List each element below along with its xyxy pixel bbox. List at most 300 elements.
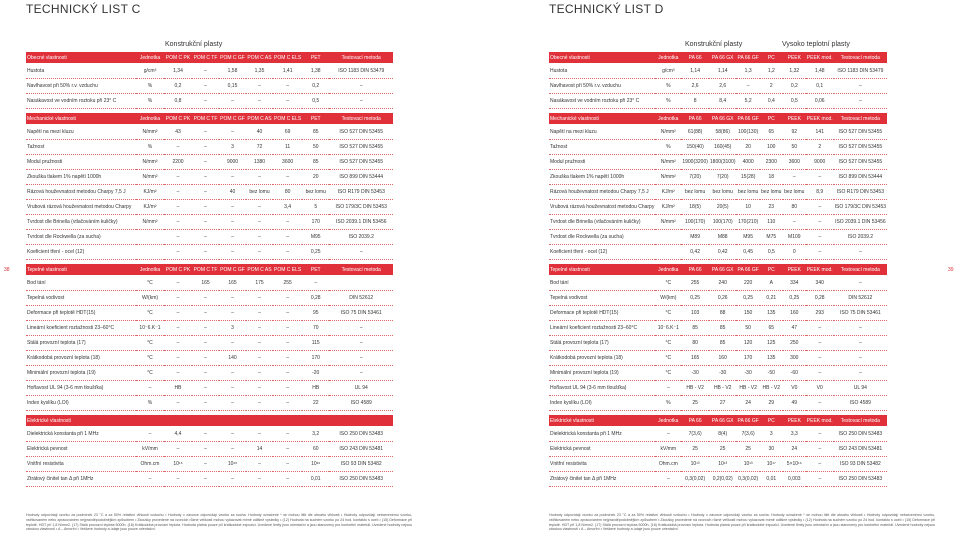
table-row	[549, 215, 887, 230]
value-cell: –	[192, 64, 219, 79]
test-method-cell: –	[834, 94, 887, 109]
value-cell: 135	[760, 306, 783, 321]
column-header: PEEK mod.	[806, 264, 834, 276]
value-cell: –	[246, 170, 273, 185]
value-cell: 5	[302, 200, 329, 215]
property-label: Dielektrická konstanta při 1 MHz	[549, 427, 655, 442]
value-cell: 20(5)	[709, 200, 737, 215]
table-row	[549, 245, 887, 260]
value-cell: 10¹⁶	[302, 457, 329, 472]
value-cell: 8	[681, 94, 709, 109]
value-cell: –	[246, 336, 273, 351]
table-row	[549, 442, 887, 457]
value-cell: –	[192, 215, 219, 230]
value-cell: 9000	[219, 155, 246, 170]
value-cell: –	[192, 457, 219, 472]
value-cell: –	[219, 291, 246, 306]
table-row	[26, 427, 393, 442]
table-row	[26, 245, 393, 260]
property-label: Lineární koeficient roztažnosti 23–60°C	[549, 321, 655, 336]
value-cell: –	[219, 381, 246, 396]
value-cell: 175	[246, 276, 273, 291]
table-row	[549, 381, 887, 396]
footnote: Hodnoty odpovídají vzorku za podmínek 23 °C a za 50% relativní vlhkosti vzduchu • Hodnoty v závorce odpovídají vzorku za sucha. Hodnoty označené * se mohou lišit dle obsahu vlhkosti • Hodnoty odpovídají nebarvenému vzorku, vstřikovaném nebo zpracovaném nejpravděpodobnějším způsobem • Zkoušky provedené na vzorcích různé velikosti mohou vykazovat mírně odlišné výsledky • (12) Hodnota na suchém vzorku po 24 hod. kontaktu s ocelí • (15) Deformace při teplotě. HDT při 1,8 N/mm2. (17) Stálá provozní teplota 5000h. (18) Krátkodobá provozní teplota. Hodnota platná pouze při krátkodobé expozici. Uvedené limity jsou orientační a jsou stanoveny pro konkrétní materiál. Uvedené hodnoty nejsou zárukou vlastností • A – Amorfní • Veškeré hodnoty a údaje jsou pouze orientační.	[549, 513, 935, 532]
property-label: Elektrická pevnost	[549, 442, 655, 457]
property-label: Bod tání	[549, 276, 655, 291]
value-cell: –	[246, 366, 273, 381]
column-header: Jednotka	[136, 52, 164, 64]
value-cell: –	[806, 321, 834, 336]
value-cell: 2	[806, 140, 834, 155]
column-header: PA 66	[681, 52, 709, 64]
table-row	[26, 291, 393, 306]
value-cell: 135	[760, 351, 783, 366]
unit-cell: °C	[136, 306, 164, 321]
value-cell: –	[192, 396, 219, 411]
value-cell: 9000	[806, 155, 834, 170]
table-row	[549, 366, 887, 381]
unit-cell: –	[655, 381, 681, 396]
property-label: Tepelná vodivost	[26, 291, 136, 306]
value-cell: 92	[783, 125, 806, 140]
value-cell: 10¹⁶	[164, 457, 192, 472]
unit-cell: °C	[655, 336, 681, 351]
value-cell: 3600	[273, 155, 302, 170]
test-method-cell: –	[834, 351, 887, 366]
section-title: Mechanické vlastnosti	[26, 113, 136, 125]
value-cell: 1,3	[736, 64, 759, 79]
value-cell: 0,06	[806, 94, 834, 109]
value-cell: 0,003	[783, 472, 806, 487]
column-header: POM C TF	[192, 264, 219, 276]
value-cell: 24	[736, 396, 759, 411]
property-label: Tažnost	[549, 140, 655, 155]
value-cell: 10¹³	[736, 457, 759, 472]
value-cell: 2,6	[709, 79, 737, 94]
value-cell: -20	[302, 366, 329, 381]
column-header: PA 66	[681, 264, 709, 276]
column-header	[192, 415, 219, 427]
value-cell: 80	[783, 200, 806, 215]
unit-cell: –	[136, 427, 164, 442]
value-cell: –	[164, 321, 192, 336]
table-row	[26, 79, 393, 94]
value-cell: –	[164, 291, 192, 306]
property-label: Ztrátový činitel tan Δ při 1MHz	[549, 472, 655, 487]
value-cell: 0,2(0,02)	[709, 472, 737, 487]
unit-cell: N/mm²	[136, 170, 164, 185]
test-method-cell: –	[834, 366, 887, 381]
unit-cell: %	[136, 396, 164, 411]
value-cell: –	[273, 215, 302, 230]
value-cell: –	[192, 200, 219, 215]
property-label: Navlhavost při 50% r.v. vzduchu	[26, 79, 136, 94]
test-method-cell: ISO 2039.2	[329, 230, 393, 245]
value-cell: –	[273, 366, 302, 381]
table-row	[549, 336, 887, 351]
value-cell: –	[164, 170, 192, 185]
test-method-cell: UL 94	[834, 381, 887, 396]
table-row	[26, 306, 393, 321]
test-method-cell: ISO 243 DIN 53481	[329, 442, 393, 457]
table-row	[549, 396, 887, 411]
value-cell: bez lomu	[736, 185, 759, 200]
test-method-cell: DIN 52612	[329, 291, 393, 306]
section-title: Obecné vlastnosti	[549, 52, 655, 64]
value-cell: 170	[302, 215, 329, 230]
value-cell: –	[273, 321, 302, 336]
value-cell: 110	[760, 215, 783, 230]
value-cell: 1,48	[806, 64, 834, 79]
value-cell: –	[219, 230, 246, 245]
test-method-cell: ISO 75 DIN 53461	[329, 306, 393, 321]
value-cell: 25	[736, 442, 759, 457]
value-cell: 0,25	[736, 291, 759, 306]
value-cell: –	[219, 125, 246, 140]
value-cell: 3600	[783, 155, 806, 170]
unit-cell: 10⁻6.K⁻1	[136, 321, 164, 336]
property-label: Hustota	[26, 64, 136, 79]
property-label: Tvrdost dle Brinella (vtlačováním kuličky)	[549, 215, 655, 230]
unit-cell: g/cm³	[655, 64, 681, 79]
value-cell: –	[219, 306, 246, 321]
value-cell: –	[192, 245, 219, 260]
column-header: PA 66 GX	[709, 415, 737, 427]
property-label: Navlhavost při 50% r.v. vzduchu	[549, 79, 655, 94]
value-cell: 0,28	[806, 291, 834, 306]
test-method-cell: ISO 2039.2	[834, 230, 887, 245]
property-label: Vnitřní resistivita	[549, 457, 655, 472]
unit-cell: Ohm.cm	[136, 457, 164, 472]
table-row	[549, 321, 887, 336]
value-cell: 85	[681, 321, 709, 336]
value-cell: –	[806, 336, 834, 351]
value-cell: 340	[806, 276, 834, 291]
column-header: POM C ELS	[273, 52, 302, 64]
value-cell: 85	[302, 125, 329, 140]
column-header: POM C AS	[246, 264, 273, 276]
value-cell: 80	[273, 185, 302, 200]
test-method-cell: –	[329, 336, 393, 351]
unit-cell: %	[136, 140, 164, 155]
table-row	[549, 472, 887, 487]
value-cell: –	[273, 170, 302, 185]
value-cell: –	[246, 457, 273, 472]
value-cell: 2200	[164, 155, 192, 170]
unit-cell: °C	[655, 306, 681, 321]
value-cell: 334	[783, 276, 806, 291]
value-cell: –	[192, 155, 219, 170]
column-header: PEEK mod.	[806, 113, 834, 125]
value-cell: –	[164, 442, 192, 457]
value-cell: 250	[783, 336, 806, 351]
value-cell: –	[192, 94, 219, 109]
property-label: Stálá provozní teplota (17)	[549, 336, 655, 351]
sheet-title: TECHNICKÝ LIST D	[549, 2, 664, 16]
test-method-cell: –	[834, 321, 887, 336]
unit-cell: °C	[136, 276, 164, 291]
value-cell: 1,32	[783, 64, 806, 79]
table-row	[26, 472, 393, 487]
value-cell: –	[192, 125, 219, 140]
column-header: PEEK mod.	[806, 52, 834, 64]
unit-cell: %	[655, 94, 681, 109]
test-method-cell: ISO 527 DIN 53455	[834, 155, 887, 170]
property-label: Tažnost	[26, 140, 136, 155]
unit-cell: W/(km)	[655, 291, 681, 306]
value-cell: M88	[709, 230, 737, 245]
value-cell: –	[164, 351, 192, 366]
page-number-left: 38	[4, 267, 10, 273]
unit-cell: %	[136, 79, 164, 94]
column-header: POM C TF	[192, 52, 219, 64]
value-cell: 0,42	[709, 245, 737, 260]
value-cell: M95	[736, 230, 759, 245]
property-label: Napětí na mezi kluzu	[549, 125, 655, 140]
unit-cell: N/mm²	[655, 215, 681, 230]
unit-cell: 10⁻6.K⁻1	[655, 321, 681, 336]
value-cell: 165	[192, 276, 219, 291]
table-row	[549, 140, 887, 155]
value-cell: -30	[681, 366, 709, 381]
value-cell: -60	[783, 366, 806, 381]
test-method-cell: ISO 2039.1 DIN 53456	[834, 215, 887, 230]
table-row	[549, 457, 887, 472]
property-label: Krátkodobá provozní teplota (18)	[26, 351, 136, 366]
value-cell: 0,2	[164, 79, 192, 94]
value-cell: 293	[806, 306, 834, 321]
test-method-cell: ISO 250 DIN 53483	[329, 427, 393, 442]
value-cell: –	[246, 200, 273, 215]
test-method-cell: ISO 1183 DIN 53479	[329, 64, 393, 79]
property-label: Zkouška tlakem 1% napětí 1000h	[549, 170, 655, 185]
column-header: PET	[302, 52, 329, 64]
value-cell: –	[302, 276, 329, 291]
value-cell: –	[192, 185, 219, 200]
test-method-cell: ISO 75 DIN 53461	[834, 306, 887, 321]
section-title: Elektrické vlastnosti	[26, 415, 136, 427]
unit-cell: KJ/m²	[136, 185, 164, 200]
column-header: Testovací metoda	[834, 52, 887, 64]
property-label: Napětí na mezi kluzu	[26, 125, 136, 140]
value-cell: 0,3(0,02)	[681, 472, 709, 487]
value-cell: 170	[736, 351, 759, 366]
value-cell: –	[273, 79, 302, 94]
sheet-title: TECHNICKÝ LIST C	[26, 2, 141, 16]
unit-cell: kV/mm	[136, 442, 164, 457]
value-cell: 65	[760, 321, 783, 336]
value-cell: –	[192, 291, 219, 306]
value-cell: –	[192, 306, 219, 321]
table-row	[549, 155, 887, 170]
unit-cell: Ohm.cm	[655, 457, 681, 472]
test-method-cell: –	[329, 366, 393, 381]
table-row	[26, 396, 393, 411]
property-label: Vrubová rázová houževnatost metodou Charpy	[549, 200, 655, 215]
value-cell: 0,25	[302, 245, 329, 260]
table-row	[26, 442, 393, 457]
table-row	[26, 230, 393, 245]
property-label: Deformace při teplotě HDT(15)	[26, 306, 136, 321]
value-cell: 1,34	[164, 64, 192, 79]
value-cell: 0,2	[783, 79, 806, 94]
test-method-cell: ISO 899 DIN 53444	[834, 170, 887, 185]
value-cell: –	[192, 427, 219, 442]
value-cell: 50	[302, 140, 329, 155]
value-cell: 0,4	[760, 94, 783, 109]
value-cell: –	[219, 472, 246, 487]
value-cell: 103	[681, 306, 709, 321]
property-label: Vrubová rázová houževnatost metodou Charpy	[26, 200, 136, 215]
property-label: Ztrátový činitel tan Δ při 1MHz	[26, 472, 136, 487]
value-cell: M89	[681, 230, 709, 245]
value-cell: –	[806, 442, 834, 457]
value-cell: –	[164, 215, 192, 230]
value-cell: –	[273, 457, 302, 472]
value-cell: 1380	[246, 155, 273, 170]
table-row	[26, 351, 393, 366]
value-cell: 1900(3200)	[681, 155, 709, 170]
test-method-cell: –	[834, 245, 887, 260]
test-method-cell: –	[834, 79, 887, 94]
value-cell: –	[192, 79, 219, 94]
value-cell: –	[273, 396, 302, 411]
value-cell: 0,5	[783, 94, 806, 109]
value-cell: 170(210)	[736, 215, 759, 230]
value-cell: -30	[709, 366, 737, 381]
value-cell: 140	[219, 351, 246, 366]
table-row	[549, 306, 887, 321]
value-cell: –	[219, 170, 246, 185]
value-cell: 7(3,6)	[736, 427, 759, 442]
table-row	[549, 427, 887, 442]
column-header: POM C PK	[164, 113, 192, 125]
value-cell: –	[246, 230, 273, 245]
value-cell: –	[806, 366, 834, 381]
value-cell: 165	[219, 276, 246, 291]
value-cell: 22	[302, 396, 329, 411]
value-cell: 160	[783, 306, 806, 321]
table-row	[26, 381, 393, 396]
table-row	[26, 321, 393, 336]
test-method-cell: ISO 527 DIN 53455	[329, 140, 393, 155]
value-cell: 30	[760, 442, 783, 457]
column-header	[246, 415, 273, 427]
value-cell: 120	[736, 336, 759, 351]
value-cell: 49	[783, 396, 806, 411]
column-header: PET	[302, 264, 329, 276]
value-cell: 0,1	[806, 79, 834, 94]
value-cell: –	[273, 472, 302, 487]
value-cell: –	[192, 366, 219, 381]
value-cell: 95	[302, 306, 329, 321]
test-method-cell: ISO 1183 DIN 53479	[834, 64, 887, 79]
value-cell: 1,35	[246, 64, 273, 79]
value-cell: –	[273, 94, 302, 109]
value-cell: –	[273, 230, 302, 245]
value-cell: 160(45)	[709, 140, 737, 155]
value-cell: 7(3,6)	[681, 427, 709, 442]
test-method-cell: ISO 4589	[834, 396, 887, 411]
value-cell: HB - V2	[760, 381, 783, 396]
value-cell: 165	[681, 351, 709, 366]
test-method-cell: ISO 2039.1 DIN 53456	[329, 215, 393, 230]
unit-cell: %	[655, 79, 681, 94]
value-cell: 255	[273, 276, 302, 291]
value-cell: –	[192, 140, 219, 155]
value-cell: –	[806, 472, 834, 487]
column-header: Testovací metoda	[329, 264, 393, 276]
value-cell: –	[164, 200, 192, 215]
table-row	[549, 170, 887, 185]
table-row	[549, 230, 887, 245]
value-cell: 20	[302, 170, 329, 185]
value-cell: –	[192, 442, 219, 457]
value-cell: bez lomu	[302, 185, 329, 200]
value-cell: 4,4	[164, 427, 192, 442]
unit-cell: °C	[136, 336, 164, 351]
value-cell: 88	[709, 306, 737, 321]
value-cell: 2	[760, 79, 783, 94]
value-cell: 50	[783, 140, 806, 155]
test-method-cell: ISO 250 DIN 53483	[834, 472, 887, 487]
property-label: Hořlavost UL 94 (3-6 mm tloušťka)	[26, 381, 136, 396]
value-cell: 50	[736, 321, 759, 336]
value-cell: 0,21	[760, 291, 783, 306]
value-cell: 58(86)	[709, 125, 737, 140]
unit-cell	[655, 245, 681, 260]
value-cell: -30	[736, 366, 759, 381]
value-cell: bez lomu	[681, 185, 709, 200]
value-cell: 70	[302, 321, 329, 336]
property-label: Krátkodobá provozní teplota (18)	[549, 351, 655, 366]
column-header: PEEK	[783, 52, 806, 64]
property-label: Elektrická pevnost	[26, 442, 136, 457]
footnote: Hodnoty odpovídají vzorku za podmínek 23 °C a za 50% relativní vlhkosti vzduchu • Hodnoty v závorce odpovídají vzorku za sucha. Hodnoty označené * se mohou lišit dle obsahu vlhkosti • Hodnoty odpovídají nebarvenému vzorku, vstřikovaném nebo zpracovaném nejpravděpodobnějším způsobem • Zkoušky provedené na vzorcích různé velikosti mohou vykazovat mírně odlišné výsledky • (12) Hodnota na suchém vzorku po 24 hod. kontaktu s ocelí • (15) Deformace při teplotě. HDT při 1,8 N/mm2. (17) Stálá provozní teplota 5000h. (18) Krátkodobá provozní teplota. Hodnota platná pouze při krátkodobé expozici. Uvedené limity jsou orientační a jsou stanoveny pro konkrétní materiál. Uvedené hodnoty nejsou zárukou vlastností • A – Amorfní • Veškeré hodnoty a údaje jsou pouze orientační.	[26, 513, 412, 532]
value-cell: 100	[760, 140, 783, 155]
value-cell: 1,14	[681, 64, 709, 79]
value-cell: 1,58	[219, 64, 246, 79]
value-cell: –	[219, 396, 246, 411]
value-cell: 20	[736, 140, 759, 155]
column-header: POM C AS	[246, 113, 273, 125]
value-cell: 0,8	[164, 94, 192, 109]
column-header: PEEK	[783, 113, 806, 125]
section-header	[26, 52, 393, 64]
table-row	[26, 140, 393, 155]
value-cell: 85	[709, 336, 737, 351]
unit-cell: –	[655, 427, 681, 442]
unit-cell: °C	[655, 351, 681, 366]
unit-cell: %	[136, 94, 164, 109]
value-cell: 5,2	[736, 94, 759, 109]
value-cell: 4000	[736, 155, 759, 170]
value-cell: 10¹³	[709, 457, 737, 472]
group-label: Konstrukční plasty	[165, 41, 223, 48]
table-row	[26, 276, 393, 291]
value-cell: 255	[681, 276, 709, 291]
column-header	[219, 415, 246, 427]
value-cell: –	[246, 381, 273, 396]
value-cell: –	[273, 381, 302, 396]
unit-cell: –	[655, 472, 681, 487]
unit-cell: N/mm²	[655, 155, 681, 170]
value-cell: 3,2	[302, 427, 329, 442]
group-label-2: Vysoko teplotní plasty	[782, 41, 850, 48]
property-label: Minimální provozní teplota (19)	[549, 366, 655, 381]
column-header: POM C ELS	[273, 113, 302, 125]
table-row	[549, 291, 887, 306]
